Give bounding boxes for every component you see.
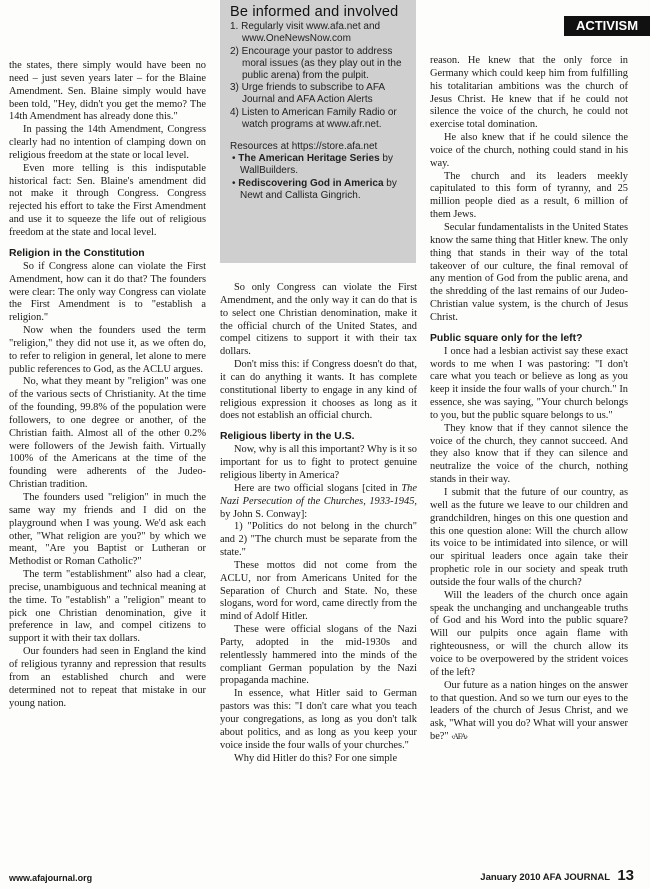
sidebar-list [230, 21, 408, 131]
subheading: Public square only for the left? [430, 332, 583, 344]
paragraph: So if Congress alone can violate the First Amendment, how can it do that? The founders were clear: The only way Congress can violate the First Amendment is to "establish a religion." [9, 260, 206, 324]
paragraph: Why did Hitler do this? For one simple [234, 752, 398, 764]
paragraph: reason. He knew that the only force in Germany which could keep him from fulfilling his totalitarian ambitions was the church of Jesus Christ. He knew that if he could not silence the voice of the church, he could not exercise total domination. [430, 55, 628, 131]
paragraph: The founders used "religion" in much the same way my friends and I did on the playground when I was young. We'd ask each other, "What religion are you?" by which we meant, "Are you Baptist or Lutheran or Methodist or Roman Catholic?" [9, 492, 206, 568]
paragraph: Will the leaders of the church once again speak the unchanging and unchangeable truths of God and his Word into the public square? Will our pulpits once again flame with righteousness, or will the church allow its voice to be overpowered by the strident voices of the left? [430, 589, 628, 678]
resource-book: • Rediscovering God in America by Newt and Callista Gingrich. [232, 177, 397, 201]
paragraph: These were official slogans of the Nazi Party, adopted in the mid-1930s and relentlessly hammered into the minds of the compliant German population by the Nazi propaganda machine. [220, 624, 417, 687]
paragraph: So only Congress can violate the First Amendment, and the only way it can do that is to select one Christian denomination, make it the official church of the United States, and compel citizens to support it with their tax dollars. [220, 282, 417, 358]
book-author: by WallBuilders. [240, 153, 393, 177]
text-span: Our future as a nation hinges on the answer to that question. And so we turn our eyes to the leaders of the church of Jesus Christ, and we ask, "What will you do? What will your answer be?" [430, 679, 628, 743]
page-number: 13 [617, 867, 634, 884]
paragraph: 1) "Politics do not belong in the church" and 2) "The church must be separate from the state." [220, 521, 417, 559]
text-span: Here are two official slogans [cited in [234, 482, 402, 494]
paragraph: Secular fundamentalists in the United States know the same thing that Hitler knew. The only thing that stands in their way of the total takeover of our culture, the final removal of any mention of God from the public arena, and the shredding of the last remains of our Judeo-Christian value system, is the church of Jesus Christ. [430, 221, 628, 323]
paragraph: They know that if they cannot silence the voice of the church, they cannot succeed. And they also know that if they can silence and neutralize the voice of the church, nothing stands in their way. [430, 422, 628, 486]
end-mark-icon: ‹AFA› [451, 732, 468, 742]
paragraph: Our founders had seen in England the kind of religious tyranny and repression that results from an established church and were determined not to repeat that mistake in our young nation. [9, 646, 206, 709]
sidebar-title: Be informed and involved [230, 4, 399, 20]
paragraph: These mottos did not come from the ACLU, nor from Americans United for the Separation of Church and State. No, these slogans, word for word, came directly from the mind of Adolf Hitler. [220, 559, 417, 623]
resources-label: Resources at https://store.afa.net [230, 141, 378, 153]
paragraph: I once had a lesbian activist say these exact words to me when I was pastoring: "I don't care what you teach or believe as long as you keep it inside the four walls of your church." In essence, she was saying, "Your church belongs to you, but the public square belongs to us." [430, 345, 628, 421]
footer-issue: January 2010 AFA JOURNAL [480, 872, 610, 883]
book-title: Rediscovering God in America [238, 177, 384, 189]
sidebar-item: 2) Encourage your pastor to address moral issues (as they play out in the public arena) from the pulpit. [230, 45, 402, 82]
paragraph: The church and its leaders meekly capitulated to this form of tyranny, and 25 million people died as a result, 6 million of them Jews. [430, 170, 628, 221]
subheading: Religion in the Constitution [9, 247, 145, 259]
subheading: Religious liberty in the U.S. [220, 431, 355, 443]
paragraph: The term "establishment" also had a clear, precise, unambiguous and technical meaning at the time. To "establish" a "religion" meant to pick one Christian denomination, give it preference in law, and compel citizens to support it with their tax dollars. [9, 569, 206, 645]
paragraph: the states, there simply would have been no need – just seven years later – for the Blaine Amendment. Sen. Blaine simply would have been told, "Hey, didn't you get the memo? The 14th Amendment has already done this." [9, 60, 206, 123]
paragraph: Don't miss this: if Congress doesn't do that, it can do anything it wants. It has complete constitutional liberty to engage in any kind of religious expression it chooses as long as it does not establish an official church. [220, 359, 417, 422]
paragraph: In passing the 14th Amendment, Congress clearly had no intention of clamping down on religious freedom at the state or local level. [9, 124, 206, 161]
paragraph [430, 680, 628, 744]
section-tab: ACTIVISM [564, 16, 650, 36]
sidebar-item: 1. Regularly visit www.afa.net and www.OneNewsNow.com [230, 21, 381, 45]
sidebar-box [220, 0, 416, 263]
column-3 [430, 55, 628, 744]
sidebar-item: 4) Listen to American Family Radio or watch programs at www.afr.net. [230, 106, 397, 130]
resource-book: • The American Heritage Series by WallBuilders. [232, 153, 393, 177]
paragraph: In essence, what Hitler said to German pastors was this: "I don't care what you teach your congregations, as long as you don't talk about politics, and as long as you keep your voice inside the four walls of your churches." [220, 688, 417, 751]
sidebar-item: 3) Urge friends to subscribe to AFA Journal and AFA Action Alerts [230, 82, 385, 106]
book-author: by Newt and Callista Gingrich. [240, 177, 397, 201]
paragraph: No, what they meant by "religion" was one of the various sects of Christianity. At the time of the founding, 99.8% of the population were followers, to one degree or another, of the Christian faith. Almost all of the other 0.2% were followers of the Jewish faith. Virtually 100% of the Americans at the time of the founding were adherents of the Judeo-Christian tradition. [9, 376, 206, 491]
footer-site-link[interactable]: www.afajournal.org [9, 873, 93, 883]
page-footer [0, 865, 650, 889]
paragraph: Now when the founders used the term "religion," they did not use it, as we often do, to refer to religion in general, let alone to mere public references to God, as the ACLU argues. [9, 325, 206, 375]
column-1 [9, 60, 206, 710]
book-title: The Nazi Persecution of the Churches, 1933-1945 [220, 482, 417, 507]
text-span: , by John S. Conway]: [220, 495, 417, 520]
book-title: The American Heritage Series [238, 153, 380, 165]
paragraph: Now, why is all this important? Why is it so important for us to fight to protect genuine religious liberty in America? [220, 444, 417, 481]
paragraph [220, 483, 417, 522]
paragraph: Even more telling is this indisputable historical fact: Sen. Blaine's amendment did not make it through Congress. Congress rejected his effort to take the First Amendment and use it to squeeze the life out of religious freedom at the state and local level. [9, 162, 206, 238]
paragraph: I submit that the future of our country, as well as the future we leave to our children and grandchildren, hinges on this one question and this one question alone: Will the church allow its voice to be intimidated into silence, or will our spiritual leaders once again take their prophetic role in our society and speak truth outside the four walls of the church? [430, 487, 628, 588]
column-2 [220, 282, 417, 765]
paragraph: He also knew that if he could silence the voice of the church, nothing could stand in his way. [430, 132, 628, 169]
